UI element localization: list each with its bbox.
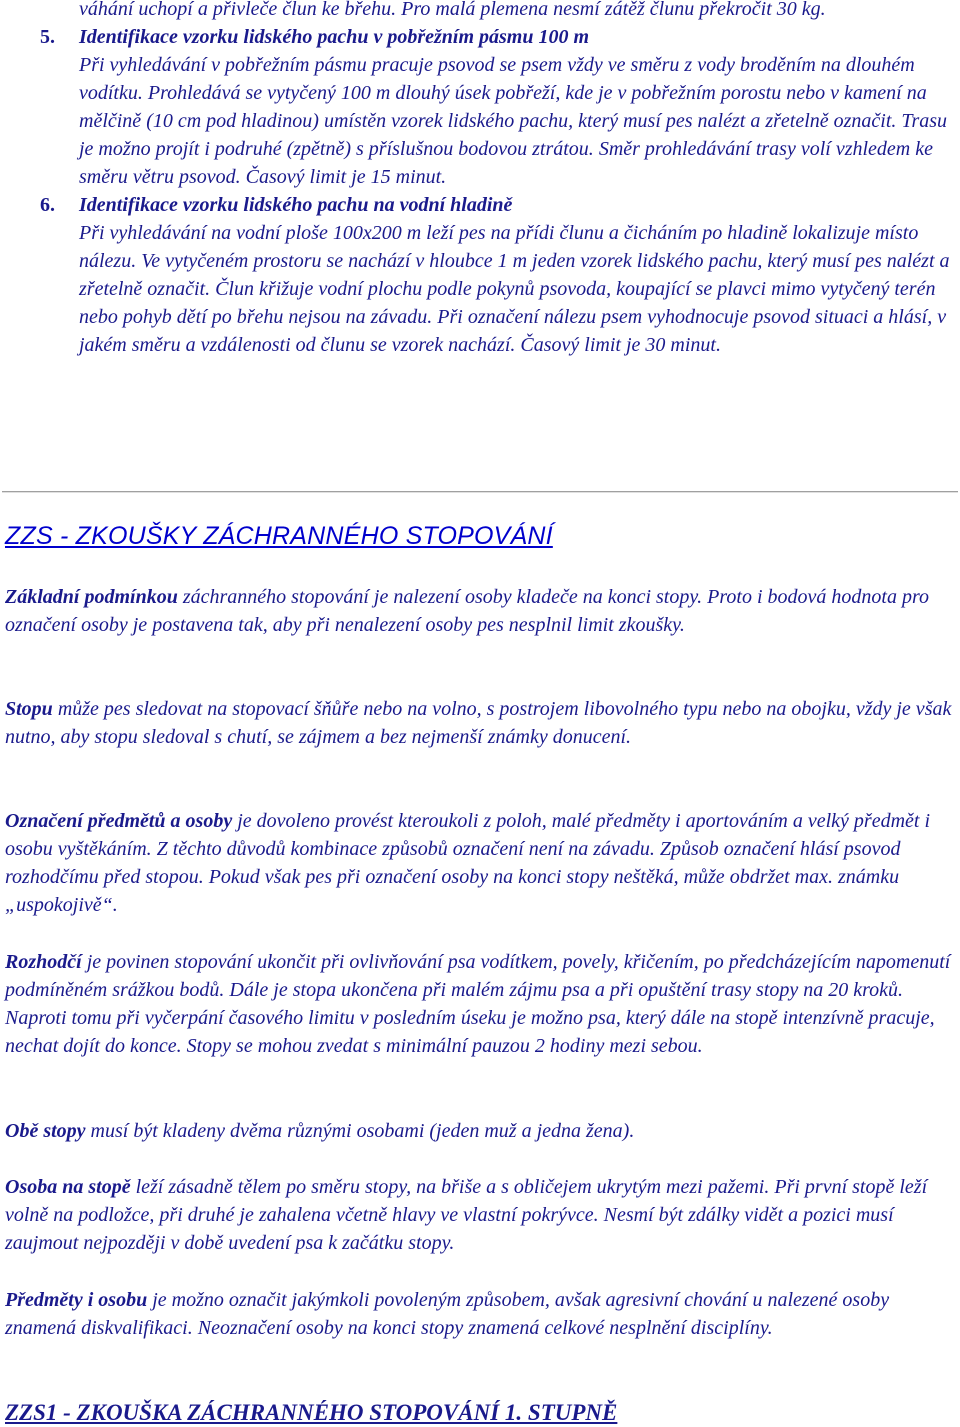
body-text: Časový limit je 15 minut. (245, 166, 447, 188)
body-text: Směr prohledávání trasy volí vzhledem ke směru větru psovod. (79, 138, 933, 188)
body-text: Časový limit je 30 minut. (520, 334, 721, 356)
list-item-title: Identifikace vzorku lidského pachu na vodní hladině (79, 194, 513, 216)
exam-item-list (40, 0, 958, 359)
list-item-number: 6. (40, 194, 55, 216)
list-item-5 (40, 23, 958, 191)
paragraph-indication (5, 807, 957, 919)
paragraph-text: záchranného stopování je nalezení osoby kladeče na konci stopy. Proto i bodová hodnota pro označení osoby je postavena tak, aby při nenalezení osoby pes nesplnil limit zkoušky. (5, 586, 929, 636)
paragraph-text: leží zásadně tělem po směru stopy, na břiše a s obličejem ukrytým mezi pažemi. Při první stopě leží volně na podložce, při druhé je zahalena včetně hlavy ve vlastní pokrývce. Nesmí být zdálky vidět a pozici musí zaujmout nejpozději v době uvedení psa k začátku stopy. (5, 1176, 928, 1254)
paragraph-lead: Stopu (5, 698, 53, 720)
body-text: Prohledává se vytyčený 100 m dlouhý úsek pobřeží, kde je v pobřežním porostu nebo v kamení na mělčině (10 cm pod hladinou) umístěn vzorek lidského pachu, který musí pes nalézt a zřetelně označit. (79, 82, 927, 132)
list-item-title: Identifikace vzorku lidského pachu v pobřežním pásmu 100 m (79, 26, 590, 48)
paragraph-person-on-track (5, 1173, 957, 1257)
list-item-number: 5. (40, 26, 55, 48)
paragraph-both-tracks (5, 1117, 957, 1145)
paragraph-text: musí být kladeny dvěma různými osobami (jeden muž a jedna žena). (85, 1120, 635, 1142)
paragraph-lead: Rozhodčí (5, 951, 82, 973)
subsection-heading: ZZS1 - ZKOUŠKA ZÁCHRANNÉHO STOPOVÁNÍ 1. STUPNĚ (5, 1400, 618, 1425)
paragraph-text: je dovoleno provést kteroukoli z poloh, malé předměty i aportováním a velký předmět i osobu vyštěkáním. Z těchto důvodů kombinace způsobů označení není na závadu. Způsob označení hlásí psovod rozhodčímu před stopou. Pokud však pes při označení osoby na konci stopy neštěká, může obdržet max. známku „uspokojivě“. (5, 810, 931, 916)
paragraph-lead: Předměty i osobu (5, 1289, 148, 1311)
body-text: Při vyhledávání v pobřežním pásmu pracuje psovod se psem vždy ve směru z vody broděním na dlouhém vodítku. (79, 54, 915, 104)
paragraph-text: může pes sledovat na stopovací šňůře nebo na volno, s postrojem libovolného typu nebo na obojku, vždy je však nutno, aby stopu sledoval s chutí, se zájmem a bez nejmenší známky donucení. (5, 698, 952, 748)
paragraph-lead: Osoba na stopě (5, 1176, 131, 1198)
section-heading: ZZS - ZKOUŠKY ZÁCHRANNÉHO STOPOVÁNÍ (5, 522, 553, 550)
list-item-6 (40, 191, 958, 359)
paragraph-lead: Základní podmínkou (5, 586, 178, 608)
body-text: Člun křižuje vodní plochu podle pokynů psovoda, koupající se plavci mimo vytyčený terén nebo pohyb dětí po břehu nejsou na závadu. (79, 278, 936, 328)
paragraph-basic-condition (5, 583, 957, 639)
paragraph-text: je povinen stopování ukončit při ovlivňování psa vodítkem, povely, křičením, po předcházejícím napomenutí podmíněném srážkou bodů. Dále je stopa ukončena při malém zájmu psa a při opuštění trasy stopy na 20 kroků. Naproti tomu při vyčerpání časového limitu v posledním úseku je možno psa, který dále na stopě intenzívně pracuje, nechat dojít do konce. Stopy se mohou zvedat s minimální pauzou 2 hodiny mezi sebou. (5, 951, 951, 1057)
paragraph-lead: Obě stopy (5, 1120, 86, 1142)
body-text: Ve vytyčeném prostoru se nachází v hloubce 1 m jeden vzorek lidského pachu, který musí pes nalézt a zřetelně označit. (79, 250, 950, 300)
list-item-body (79, 219, 958, 359)
paragraph-judge (5, 948, 957, 1060)
body-text: Trasu je možno projít i podruhé (zpětně) s příslušnou bodovou ztrátou. (79, 110, 948, 160)
body-text: Při označení nálezu psem vyhodnocuje psovod situaci a hlásí, v jakém směru a vzdálenosti od člunu se vzorek nachází. (79, 306, 947, 356)
horizontal-divider (2, 491, 958, 493)
list-item-continuation (40, 0, 958, 23)
list-item-body (79, 51, 958, 191)
body-text: Při vyhledávání na vodní ploše 100x200 m leží pes na přídi člunu a čicháním po hladině lokalizuje místo nálezu. (79, 222, 919, 272)
paragraph-text: je možno označit jakýmkoli povoleným způsobem, avšak agresivní chování u nalezené osoby znamená diskvalifikaci. Neoznačení osoby na konci stopy znamená celkové nesplnění disciplíny. (5, 1289, 890, 1339)
continuation-text: váhání uchopí a přivleče člun ke břehu. Pro malá plemena nesmí zátěž člunu překročit 30 kg. (79, 0, 826, 20)
paragraph-objects-and-person (5, 1286, 957, 1342)
paragraph-lead: Označení předmětů a osoby (5, 810, 233, 832)
paragraph-track (5, 695, 957, 751)
